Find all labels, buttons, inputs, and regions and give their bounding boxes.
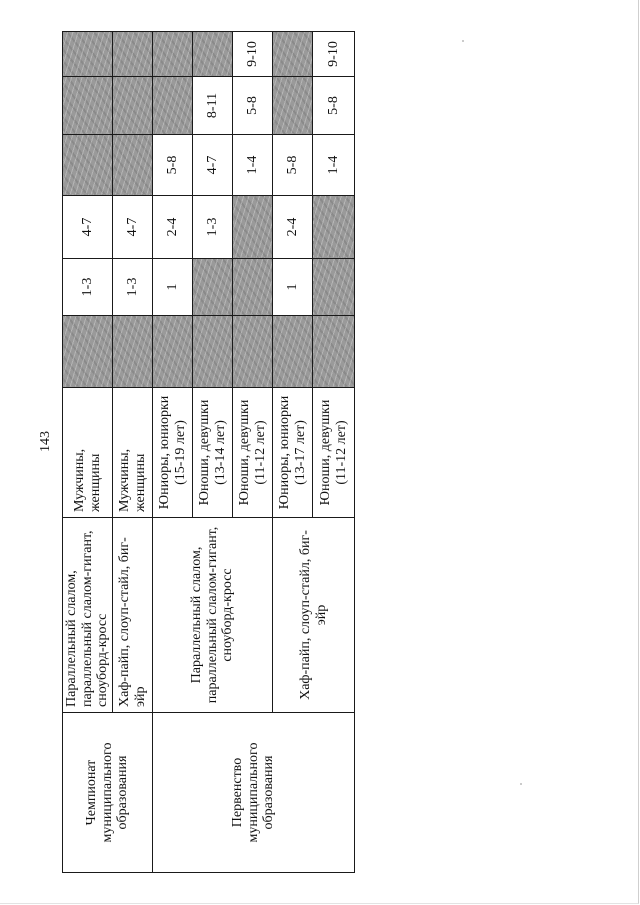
rank-cell: 1-3 [63,259,113,316]
rank-cell-shaded [63,32,113,77]
category-cell: Юноши, девушки (13-14 лет) [193,388,233,518]
rank-cell-shaded [313,259,355,316]
scan-speck [462,40,464,42]
rank-cell: 5-8 [313,77,355,135]
rank-cell-shaded [63,77,113,135]
rank-cell: 5-8 [273,135,313,196]
rank-cell: 2-4 [273,196,313,259]
rank-cell-shaded [63,316,113,388]
table-row [153,32,193,873]
rank-table [62,31,355,873]
scan-speck [520,783,522,785]
rank-cell: 1 [153,259,193,316]
rank-cell-shaded [113,135,153,196]
rank-cell-shaded [193,259,233,316]
rank-cell: 8-11 [193,77,233,135]
rank-cell: 2-4 [153,196,193,259]
rank-cell-shaded [273,77,313,135]
category-cell: Юниоры, юниорки (13-17 лет) [273,388,313,518]
rank-cell-shaded [233,259,273,316]
table-row [63,32,113,873]
rank-cell-shaded [113,316,153,388]
rotated-table-wrapper [62,32,349,873]
rank-cell: 4-7 [193,135,233,196]
category-cell: Юноши, девушки (11-12 лет) [233,388,273,518]
rank-cell: 4-7 [113,196,153,259]
rank-cell-shaded [153,316,193,388]
event-cell: Чемпионат муниципального образования [63,713,153,873]
rank-cell-shaded [153,77,193,135]
rank-cell: 9-10 [233,32,273,77]
rank-cell-shaded [153,32,193,77]
rank-cell-shaded [273,32,313,77]
rank-cell-shaded [233,316,273,388]
rank-cell-shaded [113,77,153,135]
category-cell: Мужчины, женщины [63,388,113,518]
page-number: 143 [38,431,53,452]
rank-cell: 5-8 [153,135,193,196]
rank-cell: 5-8 [233,77,273,135]
category-cell: Юниоры, юниорки (15-19 лет) [153,388,193,518]
discipline-cell: Параллельный слалом, параллельный слалом-гигант, сноуборд-кросс [153,518,273,713]
rank-cell: 1-4 [233,135,273,196]
rank-cell-shaded [313,196,355,259]
category-cell: Юноши, девушки (11-12 лет) [313,388,355,518]
rank-cell: 9-10 [313,32,355,77]
rank-cell: 1-4 [313,135,355,196]
rank-cell-shaded [63,135,113,196]
rank-cell-shaded [233,196,273,259]
rank-cell-shaded [113,32,153,77]
category-cell: Мужчины, женщины [113,388,153,518]
rank-cell-shaded [313,316,355,388]
rank-cell: 4-7 [63,196,113,259]
rank-cell-shaded [193,32,233,77]
event-cell: Первенство муниципального образования [153,713,355,873]
rank-cell: 1-3 [193,196,233,259]
discipline-cell: Хаф-пайп, слоуп-стайл, биг-эйр [273,518,355,713]
discipline-cell: Хаф-пайп, слоуп-стайл, биг-эйр [113,518,153,713]
rank-cell-shaded [193,316,233,388]
rank-cell-shaded [273,316,313,388]
discipline-cell: Параллельный слалом, параллельный слалом-гигант, сноуборд-кросс [63,518,113,713]
rank-cell: 1-3 [113,259,153,316]
rank-cell: 1 [273,259,313,316]
